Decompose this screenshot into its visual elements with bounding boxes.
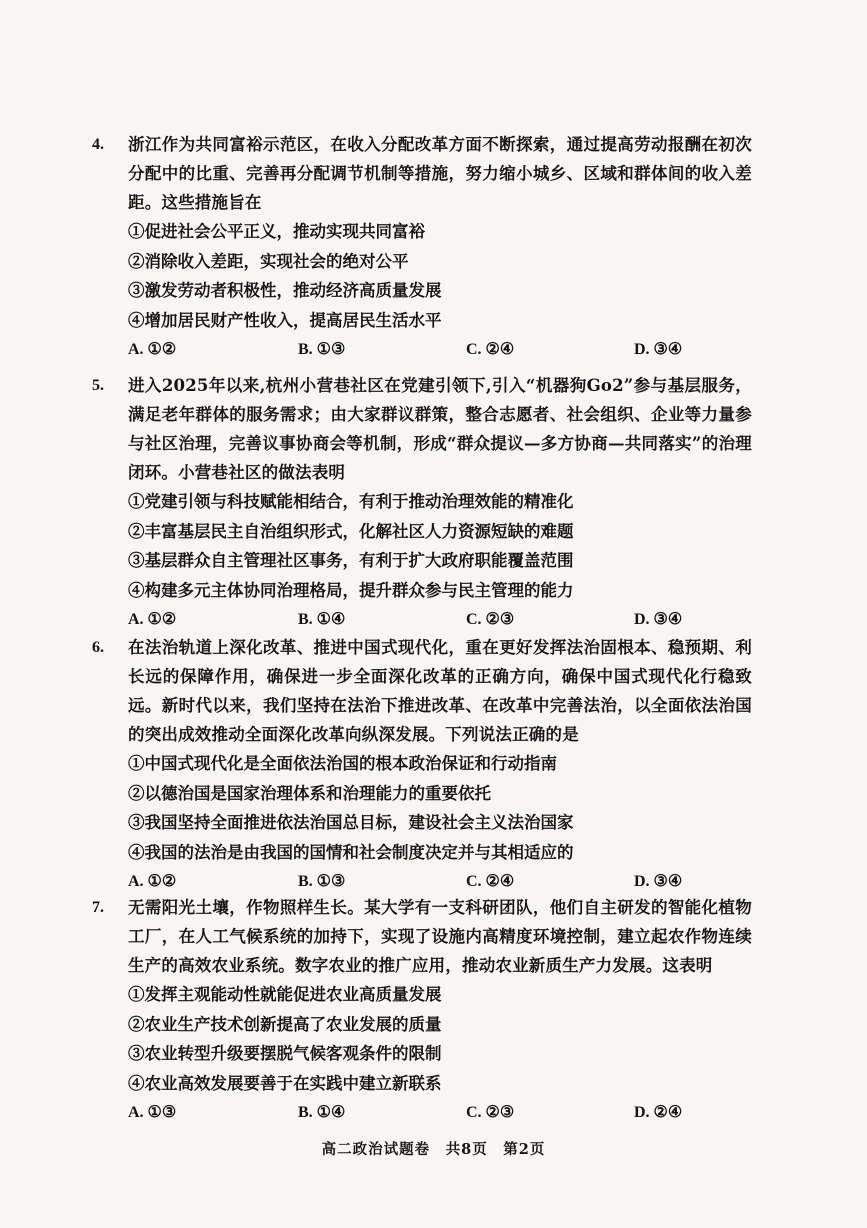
choice-c[interactable]: C. ②④	[466, 873, 515, 890]
statement-2: ②以德治国是国家治理体系和治理能力的重要依托	[128, 783, 491, 803]
question-stem: 浙江作为共同富裕示范区，在收入分配改革方面不断探索，通过提高劳动报酬在初次分配中的比重、完善再分配调节机制等措施，努力缩小城乡、区域和群体间的收入差距。这些措施旨在	[128, 135, 752, 212]
question-4	[92, 130, 752, 365]
statement-4: ④构建多元主体协同治理格局，提升群众参与民主管理的能力	[128, 580, 574, 600]
statement-4: ④农业高效发展要善于在实践中建立新联系	[128, 1073, 442, 1093]
statement-1: ①中国式现代化是全面依法治国的根本政治保证和行动指南	[128, 754, 557, 773]
statement-list	[128, 749, 752, 867]
statement-list	[128, 487, 752, 605]
choice-c[interactable]: C. ②③	[466, 1104, 515, 1121]
question-number: 6.	[92, 639, 104, 656]
statement-3: ③基层群众自主管理社区事务，有利于扩大政府职能覆盖范围	[128, 551, 574, 570]
statement-list	[128, 217, 752, 335]
choice-a[interactable]: A. ①②	[128, 611, 177, 628]
choice-a[interactable]: A. ①②	[128, 341, 177, 358]
page-footer: 高二政治试题卷 共8页 第2页	[321, 1141, 546, 1158]
choice-d[interactable]: D. ③④	[634, 341, 683, 358]
choice-b[interactable]: B. ①④	[298, 611, 346, 628]
choice-d[interactable]: D. ③④	[634, 873, 683, 890]
question-stem: 进入2025年以来,杭州小营巷社区在党建引领下,引入“机器狗Go2”参与基层服务，满足老年群体的服务需求；由大家群议群策，整合志愿者、社会组织、企业等力量参与社区治理，完善议事协商会等机制，形成“群众提议—多方协商—共同落实”的治理闭环。小营巷社区的做法表明	[128, 376, 752, 482]
statement-3: ③农业转型升级要摆脱气候客观条件的限制	[128, 1044, 442, 1063]
choice-b[interactable]: B. ①④	[298, 1104, 346, 1121]
statement-1: ①促进社会公平正义，推动实现共同富裕	[128, 222, 425, 241]
question-7	[92, 893, 752, 1128]
question-stem: 无需阳光土壤，作物照样生长。某大学有一支科研团队，他们自主研发的智能化植物工厂，在人工气候系统的加持下，实现了设施内高精度环境控制，建立起农作物连续生产的高效农业系统。数字农业的推广应用，推动农业新质生产力发展。这表明	[128, 898, 752, 975]
choice-b[interactable]: B. ①③	[298, 873, 346, 890]
question-stem: 在法治轨道上深化改革、推进中国式现代化，重在更好发挥法治固根本、稳预期、利长远的保障作用，确保进一步全面深化改革的正确方向，确保中国式现代化行稳致远。新时代以来，我们坚持在法治下推进改革、在改革中完善法治，以全面依法治国的突出成效推动全面深化改革向纵深发展。下列说法正确的是	[128, 638, 752, 744]
statement-1: ①发挥主观能动性就能促进农业高质量发展	[128, 985, 442, 1004]
answer-choices	[128, 1098, 752, 1128]
choice-d[interactable]: D. ③④	[634, 611, 683, 628]
choice-a[interactable]: A. ①③	[128, 1104, 177, 1121]
choice-a[interactable]: A. ①②	[128, 873, 177, 890]
answer-choices	[128, 335, 752, 365]
choice-b[interactable]: B. ①③	[298, 341, 346, 358]
choice-c[interactable]: C. ②④	[466, 341, 515, 358]
statement-1: ①党建引领与科技赋能相结合，有利于推动治理效能的精准化	[128, 492, 574, 511]
question-number: 7.	[92, 899, 104, 916]
choice-d[interactable]: D. ②④	[634, 1104, 683, 1121]
question-6	[92, 633, 752, 897]
answer-choices	[128, 605, 752, 635]
statement-2: ②消除收入差距，实现社会的绝对公平	[128, 251, 409, 271]
question-5	[92, 371, 752, 635]
question-number: 4.	[92, 136, 104, 153]
choice-c[interactable]: C. ②③	[466, 611, 515, 628]
statement-2: ②丰富基层民主自治组织形式，化解社区人力资源短缺的难题	[128, 521, 574, 541]
statement-4: ④增加居民财产性收入，提高居民生活水平	[128, 310, 442, 330]
statement-4: ④我国的法治是由我国的国情和社会制度决定并与其相适应的	[128, 842, 574, 862]
statement-3: ③激发劳动者积极性，推动经济高质量发展	[128, 281, 442, 300]
question-number: 5.	[92, 377, 104, 394]
statement-list	[128, 980, 752, 1098]
statement-3: ③我国坚持全面推进依法治国总目标，建设社会主义法治国家	[128, 813, 574, 832]
statement-2: ②农业生产技术创新提高了农业发展的质量	[128, 1014, 442, 1034]
